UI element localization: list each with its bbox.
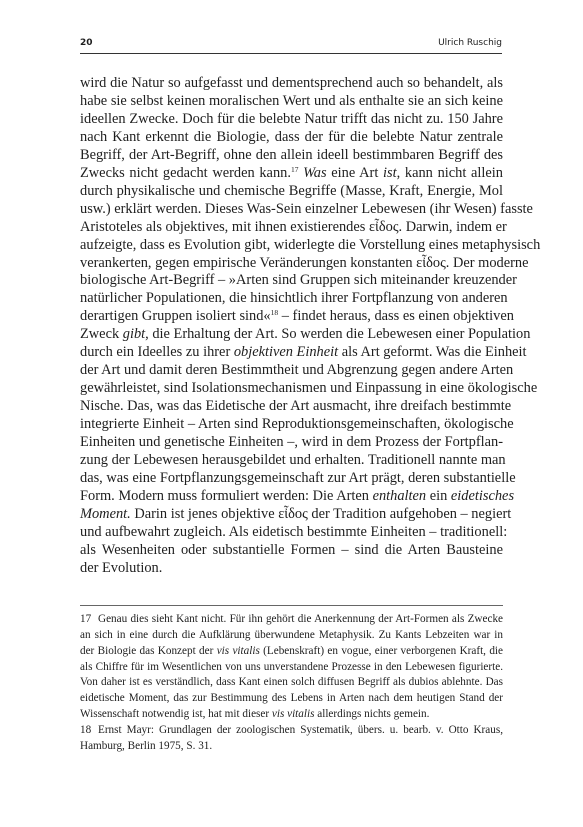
footnote-line <box>80 644 503 660</box>
text-segment: , kann nicht allein <box>396 164 503 181</box>
text-segment: Nische. Das, was das Eidetische der Art ausmacht, ihre dreifach bestimmte <box>80 398 512 415</box>
body-line <box>80 147 503 165</box>
text-segment: ideellen Zwecke. Doch für die belebte Natur trifft das nicht zu. 150 Jahre <box>80 110 503 127</box>
text-segment: – findet heraus, dass es einen objektiven <box>278 308 514 325</box>
text-segment: habe sie selbst keinen moralischen Wert und als enthalte sie an sich keine <box>80 92 503 109</box>
text-segment: durch ein Ideelles zu ihrer <box>80 344 234 361</box>
italic-text: objektiven Einheit <box>233 344 339 361</box>
header-rule <box>80 53 502 54</box>
body-line <box>80 308 514 326</box>
body-line <box>80 469 516 488</box>
text-segment: Von daher ist es verständlich, dass Kant einen solch diffusen Begriff als dubios ablehnte. Das <box>80 676 503 689</box>
text-segment: Einheiten und genetische Einheiten –, wird in dem Prozess der Fortpflan- <box>80 434 503 451</box>
italic-text: ist <box>383 164 397 181</box>
text-segment: gewährleistet, sind Isolationsmechanismen und Einpassung in eine ökologische <box>80 380 538 397</box>
text-segment: als Art geformt. Was die Einheit <box>338 344 527 361</box>
text-segment: verankerten, gegen empirische Veränderungen konstanten εἶδος. Der moderne <box>80 254 529 271</box>
body-line <box>80 542 503 560</box>
text-segment: (Lebenskraft) en vogue, einer verborgenen Kraft, die <box>259 644 504 657</box>
text-segment: eine Art <box>326 164 384 181</box>
text-segment: Zweck <box>80 326 123 343</box>
footnote-line <box>80 739 503 755</box>
body-line <box>80 344 527 362</box>
text-segment: Aristoteles als objektives, mit ihnen existierendes εἶδος. Darwin, indem er <box>80 218 507 235</box>
footnote-line <box>80 675 503 691</box>
text-segment: biologische Art-Begriff – »Arten sind Gruppen sich miteinander kreuzender <box>80 272 517 289</box>
text-segment: wird die Natur so aufgefasst und dementsprechend auch so behandelt, als <box>80 75 503 91</box>
body-line <box>80 165 503 183</box>
text-segment: Ernst Mayr: Grundlagen der zoologischen Systematik, übers. u. bearb. v. Otto Kraus, <box>98 723 503 736</box>
body-line <box>80 272 517 290</box>
text-segment: eidetische Moment, das zur Bestimmung des Lebens in Arten nach dem heutigen Stand der <box>80 692 503 705</box>
body-line <box>80 111 503 129</box>
running-author: Ulrich Ruschig <box>438 38 502 48</box>
body-line <box>80 129 503 147</box>
text-segment: der Art und damit deren Bestimmtheit und Abgrenzung gegen andere Arten <box>80 362 514 379</box>
text-segment: nach Kant erkennt die Biologie, dass der für die belebte Natur zentrale <box>80 128 503 145</box>
italic-text: gibt <box>122 326 146 343</box>
body-line <box>80 290 508 308</box>
body-line <box>80 200 533 219</box>
footnote-line <box>80 723 503 739</box>
body-line <box>80 254 529 273</box>
italic-text: enthalten <box>372 487 427 504</box>
text-segment: derartigen Gruppen isoliert sind« <box>80 308 271 325</box>
text-segment: als Wesenheiten oder substantielle Formen – sind die Arten Bausteine <box>80 541 503 558</box>
text-segment: Begriff, der Art-Begriff, ohne den allein ideell bestimmbaren Begriff des <box>80 146 503 163</box>
body-line <box>80 326 531 344</box>
text-segment: natürlicher Populationen, die hinsichtlich ihrer Fortpflanzung von anderen <box>80 290 508 307</box>
text-segment: an sich in eine durch die Aufklärung überwundene Metaphysik. Zu Kants Lebzeiten war in <box>80 628 503 641</box>
footnote-line <box>80 707 503 723</box>
body-line <box>80 487 515 506</box>
body-line <box>80 452 506 470</box>
text-segment: Darin ist jenes objektive εἶδος der Tradition aufgehoben – negiert <box>130 505 512 522</box>
text-segment: durch physikalische und chemische Begriffe (Masse, Kraft, Energie, Mol <box>80 182 503 199</box>
text-segment: allerdings nichts gemein. <box>314 708 430 721</box>
text-segment: Zwecks nicht gedacht werden kann. <box>80 164 291 181</box>
body-line <box>80 218 507 237</box>
footnote-line <box>80 660 503 676</box>
running-header <box>80 38 502 48</box>
italic-text: Moment. <box>80 505 131 522</box>
body-line <box>80 362 514 380</box>
body-line <box>80 75 503 93</box>
body-line <box>80 560 503 578</box>
text-segment: Form. Modern muss formuliert werden: Die Arten <box>80 487 373 504</box>
body-line <box>80 416 514 434</box>
page-number: 20 <box>80 38 93 48</box>
footnote-ref: 17 <box>290 164 299 174</box>
italic-text: vis vitalis <box>216 644 260 657</box>
text-segment: als Chiffre für im Wesentlichen von uns unverstandene Prozesse in den Lebewesen figurierte. <box>80 660 503 673</box>
body-text <box>80 75 541 578</box>
body-line <box>80 183 503 201</box>
text-segment: der Evolution. <box>80 559 163 576</box>
text-segment: aufzeigte, dass es Evolution gibt, widerlegte die Vorstellung eines metaphysisch <box>80 236 541 253</box>
body-line <box>80 380 538 398</box>
text-segment: integrierte Einheit – Arten sind Reproduktionsgemeinschaften, ökologische <box>80 416 514 433</box>
italic-text: eidetisches <box>450 487 515 504</box>
text-segment: ein <box>426 487 451 504</box>
italic-text: vis vitalis <box>271 708 315 721</box>
body-line <box>80 93 503 111</box>
footnote-number: 18 <box>80 723 92 736</box>
body-line <box>80 236 541 255</box>
text-segment: , die Erhaltung der Art. So werden die Lebewesen einer Population <box>145 326 531 343</box>
footnote-separator <box>80 605 503 606</box>
body-line <box>80 505 512 524</box>
body-line <box>80 523 508 542</box>
footnote-ref: 18 <box>270 308 279 318</box>
text-segment: und aufbewahrt zugleich. Als eidetisch bestimmte Einheiten – traditionell: <box>80 523 508 540</box>
text-segment: Hamburg, Berlin 1975, S. 31. <box>80 739 213 752</box>
text-segment: Genau dies sieht Kant nicht. Für ihn gehört die Anerkennung der Art-Formen als Zwecke <box>98 613 503 625</box>
text-segment: usw.) erklärt werden. Dieses Was-Sein einzelner Lebewesen (ihr Wesen) fasste <box>80 200 533 217</box>
body-line <box>80 434 503 452</box>
footnote-line <box>80 691 503 707</box>
text-segment: das, was eine Fortpflanzungsgemeinschaft zur Art prägt, deren substantielle <box>80 469 516 486</box>
text-segment: zung der Lebewesen herausgebildet und erhalten. Traditionell nannte man <box>80 452 506 469</box>
text-segment: Wissenschaft notwendig ist, hat mit dieser <box>80 708 272 721</box>
footnote-line <box>80 612 503 628</box>
text-segment: der Biologie das Konzept der <box>80 644 217 657</box>
italic-text: Was <box>303 164 327 181</box>
footnotes <box>80 612 503 755</box>
footnote-line <box>80 628 503 644</box>
footnote-number: 17 <box>80 613 92 625</box>
body-line <box>80 398 512 416</box>
